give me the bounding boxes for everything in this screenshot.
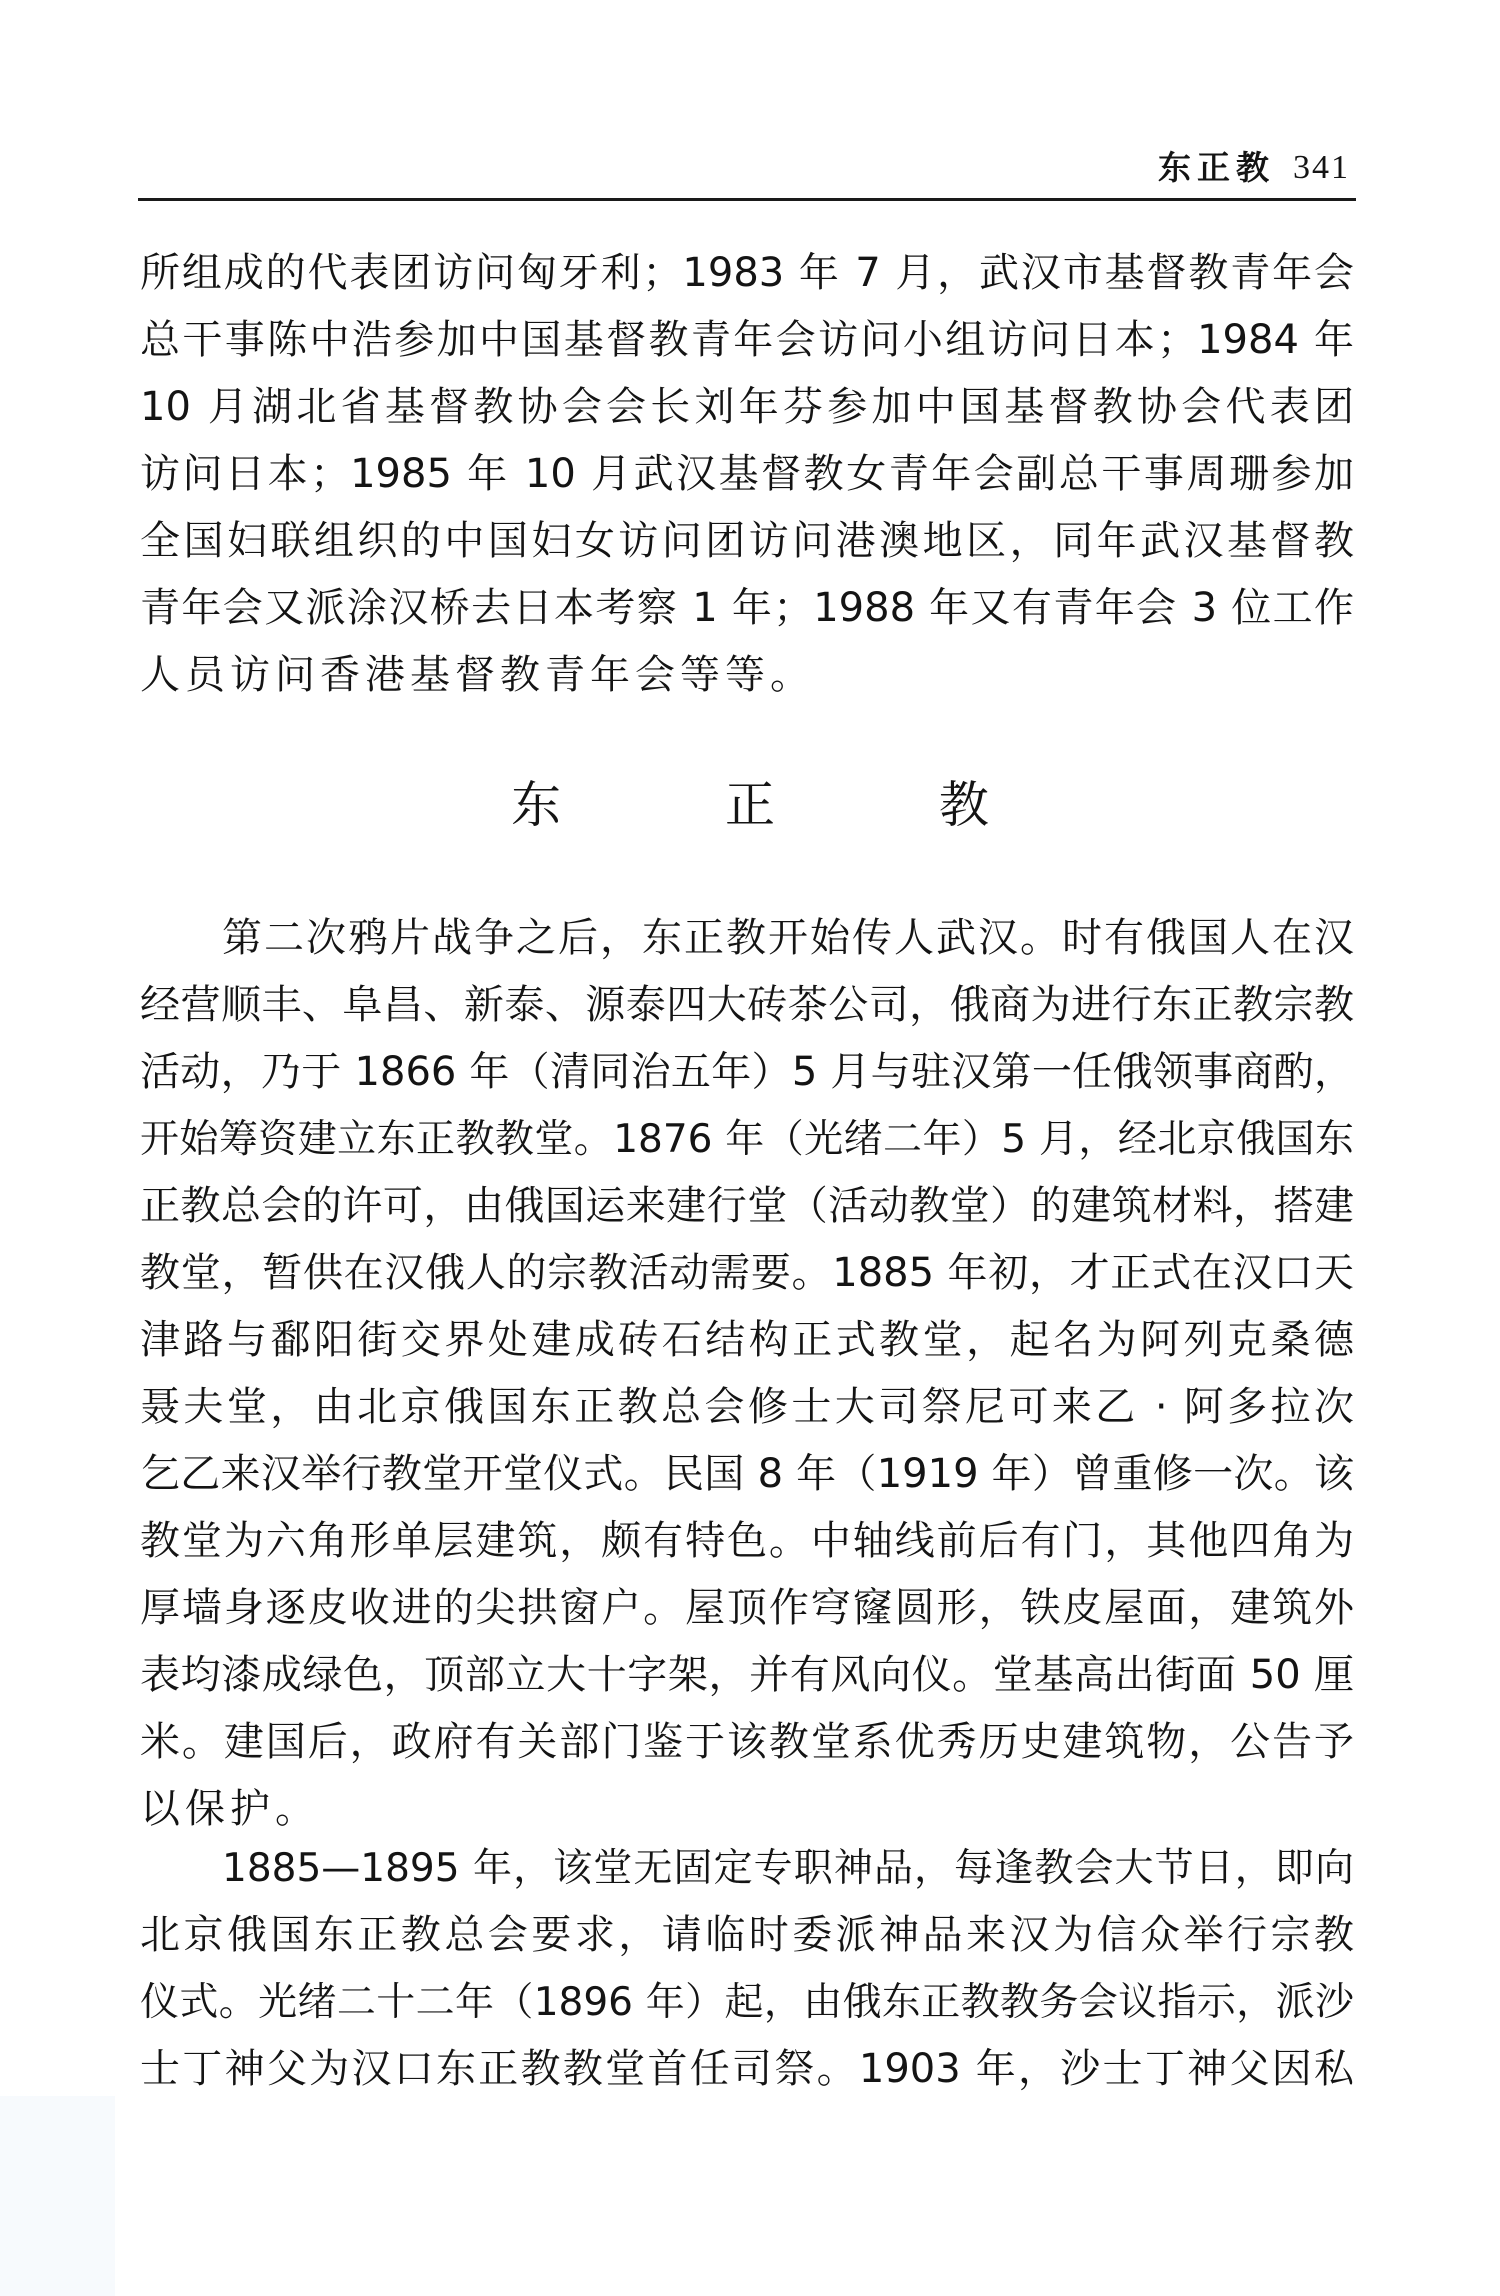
text-line: 乞乙来汉举行教堂开堂仪式。民国 8 年（1919 年）曾重修一次。该: [140, 1451, 1354, 1497]
text-line: 米。建国后，政府有关部门鉴于该教堂系优秀历史建筑物，公告予: [140, 1719, 1354, 1765]
page-number: 341: [1293, 149, 1350, 186]
paragraph: [140, 905, 1354, 1843]
text-line: 1885—1895 年，该堂无固定专职神品，每逢教会大节日，即向: [222, 1846, 1354, 1891]
text-line: 10 月湖北省基督教协会会长刘年芬参加中国基督教协会代表团: [140, 384, 1354, 430]
text-line: 北京俄国东正教总会要求，请临时委派神品来汉为信众举行宗教: [140, 1912, 1354, 1958]
text-line: 表均漆成绿色，顶部立大十字架，并有风向仪。堂基高出街面 50 厘: [140, 1652, 1354, 1698]
text-line: 津路与鄱阳街交界处建成砖石结构正式教堂，起名为阿列克桑德: [140, 1317, 1354, 1363]
text-line: 访问日本；1985 年 10 月武汉基督教女青年会副总干事周珊参加: [140, 451, 1354, 497]
text-line: 经营顺丰、阜昌、新泰、源泰四大砖茶公司，俄商为进行东正教宗教: [140, 982, 1354, 1028]
paragraph: [140, 1835, 1354, 2103]
text-line: 教堂为六角形单层建筑，颇有特色。中轴线前后有门，其他四角为: [140, 1518, 1354, 1564]
text-line: 正教总会的许可，由俄国运来建行堂（活动教堂）的建筑材料，搭建: [140, 1183, 1354, 1229]
scan-margin-tint: [0, 2096, 115, 2296]
text-line: 青年会又派涂汉桥去日本考察 1 年；1988 年又有青年会 3 位工作: [140, 585, 1354, 631]
section-heading: 东 正 教: [511, 776, 1063, 834]
text-line: 全国妇联组织的中国妇女访问团访问港澳地区，同年武汉基督教: [140, 518, 1354, 564]
text-line: 活动，乃于 1866 年（清同治五年）5 月与驻汉第一任俄领事商酌，: [140, 1049, 1354, 1095]
text-line: 开始筹资建立东正教教堂。1876 年（光绪二年）5 月，经北京俄国东: [140, 1117, 1354, 1162]
text-line: 人员访问香港基督教青年会等等。: [140, 652, 815, 698]
continued-paragraph: [140, 240, 1354, 709]
header-rule: [138, 198, 1356, 201]
text-line: 所组成的代表团访问匈牙利；1983 年 7 月，武汉市基督教青年会: [140, 250, 1354, 296]
running-head-title: 东正教: [1158, 148, 1275, 187]
running-head: [1060, 138, 1350, 188]
text-line: 以保护。: [140, 1786, 320, 1832]
text-line: 总干事陈中浩参加中国基督教青年会访问小组访问日本；1984 年: [140, 317, 1354, 363]
text-line: 聂夫堂，由北京俄国东正教总会修士大司祭尼可来乙 · 阿多拉次: [140, 1384, 1354, 1430]
text-line: 士丁神父为汉口东正教教堂首任司祭。1903 年，沙士丁神父因私: [140, 2046, 1354, 2092]
text-line: 第二次鸦片战争之后，东正教开始传人武汉。时有俄国人在汉: [222, 915, 1354, 961]
text-line: 厚墙身逐皮收进的尖拱窗户。屋顶作穹窿圆形，铁皮屋面，建筑外: [140, 1585, 1354, 1631]
text-line: 仪式。光绪二十二年（1896 年）起，由俄东正教教务会议指示，派沙: [140, 1980, 1354, 2025]
text-line: 教堂，暂供在汉俄人的宗教活动需要。1885 年初，才正式在汉口天: [140, 1250, 1354, 1296]
